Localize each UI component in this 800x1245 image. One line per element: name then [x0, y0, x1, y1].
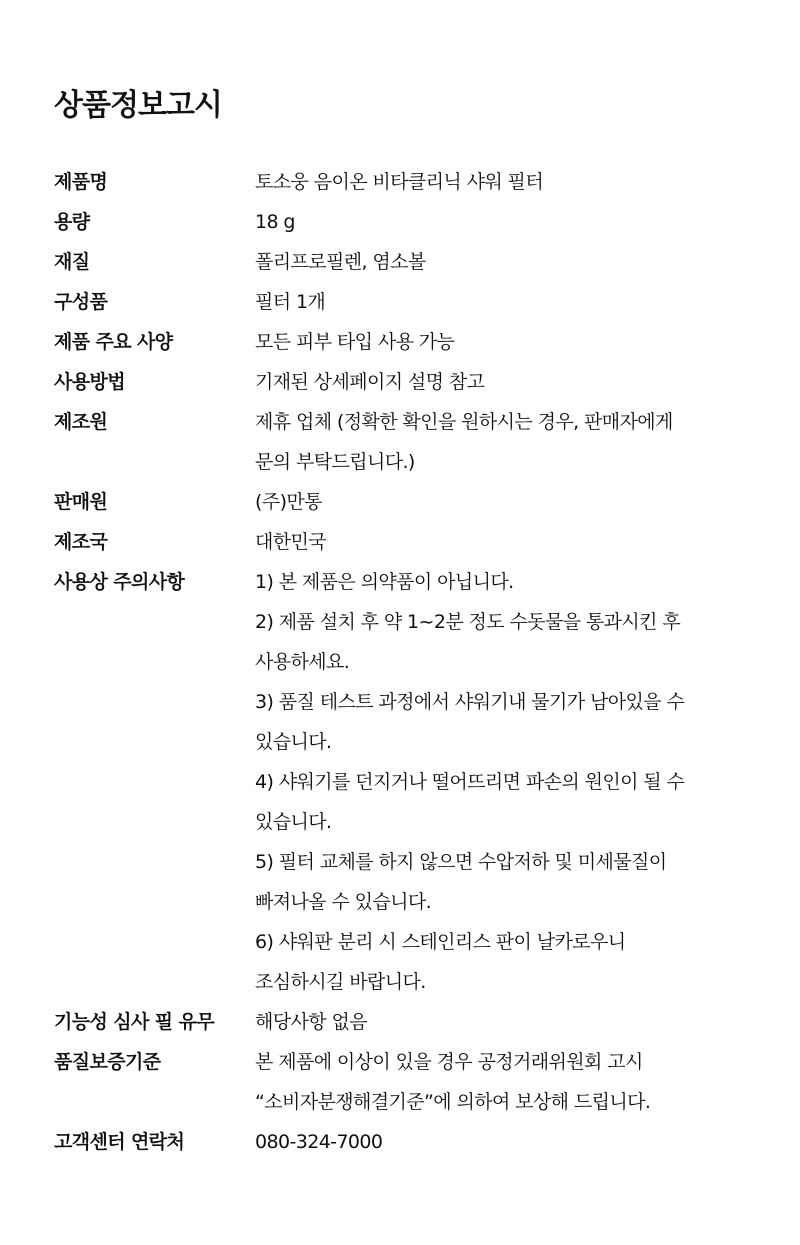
info-label: 구성품 — [54, 291, 108, 313]
info-label: 제조원 — [54, 411, 108, 433]
info-value-line: 빠져나올 수 있습니다. — [255, 891, 432, 913]
info-value-line: 토소웅 음이온 비타클리닉 샤워 필터 — [255, 171, 544, 193]
info-value-line: 모든 피부 타입 사용 가능 — [255, 331, 455, 353]
info-value-line: “소비자분쟁해결기준”에 의하여 보상해 드립니다. — [255, 1091, 651, 1113]
info-value — [255, 522, 746, 562]
info-value-line: 조심하시길 바랍니다. — [255, 971, 426, 993]
info-label: 용량 — [54, 211, 90, 233]
info-value-line: 3) 품질 테스트 과정에서 샤워기내 물기가 남아있을 수 — [255, 691, 685, 713]
info-value-line: 18 g — [255, 211, 295, 233]
info-label: 제조국 — [54, 531, 108, 553]
info-value-line: 본 제품에 이상이 있을 경우 공정거래위원회 고시 — [255, 1051, 643, 1073]
info-row — [54, 522, 746, 562]
info-value — [255, 1042, 746, 1122]
info-label: 품질보증기준 — [54, 1051, 161, 1073]
info-row — [54, 282, 746, 322]
info-value-line: 사용하세요. — [255, 651, 350, 673]
info-value — [255, 562, 746, 1002]
info-value-line: 기재된 상세페이지 설명 참고 — [255, 371, 485, 393]
info-label: 기능성 심사 필 유무 — [54, 1011, 215, 1033]
info-label: 사용방법 — [54, 371, 126, 393]
info-row — [54, 1002, 746, 1042]
info-value-line: 폴리프로필렌, 염소볼 — [255, 251, 426, 273]
info-label: 판매원 — [54, 491, 108, 513]
info-row — [54, 402, 746, 482]
info-row — [54, 202, 746, 242]
info-value-line: 5) 필터 교체를 하지 않으면 수압저하 및 미세물질이 — [255, 851, 667, 873]
info-value-line: 2) 제품 설치 후 약 1~2분 정도 수돗물을 통과시킨 후 — [255, 611, 681, 633]
info-value-line: (주)만통 — [255, 491, 322, 513]
info-value-line: 6) 샤워판 분리 시 스테인리스 판이 날카로우니 — [255, 931, 626, 953]
info-label: 재질 — [54, 251, 90, 273]
page-title: 상품정보고시 — [54, 88, 222, 123]
info-label: 제품 주요 사양 — [54, 331, 173, 353]
info-value-line: 있습니다. — [255, 811, 332, 833]
info-value — [255, 482, 746, 522]
info-value — [255, 242, 746, 282]
info-row — [54, 1042, 746, 1122]
info-value — [255, 402, 746, 482]
info-value — [255, 162, 746, 202]
info-row — [54, 562, 746, 1002]
info-value-line: 있습니다. — [255, 731, 332, 753]
info-value — [255, 282, 746, 322]
info-row — [54, 322, 746, 362]
info-row — [54, 242, 746, 282]
info-row — [54, 482, 746, 522]
info-row — [54, 1122, 746, 1162]
info-value-line: 1) 본 제품은 의약품이 아닙니다. — [255, 571, 514, 593]
info-value — [255, 322, 746, 362]
info-value — [255, 202, 746, 242]
info-value-line: 대한민국 — [255, 531, 327, 553]
info-value — [255, 362, 746, 402]
info-value — [255, 1122, 746, 1162]
info-value-line: 해당사항 없음 — [255, 1011, 367, 1033]
info-label: 사용상 주의사항 — [54, 571, 185, 593]
info-value-line: 제휴 업체 (정확한 확인을 원하시는 경우, 판매자에게 — [255, 411, 673, 433]
info-value-line: 4) 샤워기를 던지거나 떨어뜨리면 파손의 원인이 될 수 — [255, 771, 685, 793]
info-label: 제품명 — [54, 171, 108, 193]
info-value-line: 080-324-7000 — [255, 1131, 383, 1153]
info-label: 고객센터 연락처 — [54, 1131, 185, 1153]
info-row — [54, 362, 746, 402]
info-table — [54, 162, 746, 1162]
info-row — [54, 162, 746, 202]
info-value — [255, 1002, 746, 1042]
info-value-line: 필터 1개 — [255, 291, 326, 313]
info-value-line: 문의 부탁드립니다.) — [255, 451, 415, 473]
